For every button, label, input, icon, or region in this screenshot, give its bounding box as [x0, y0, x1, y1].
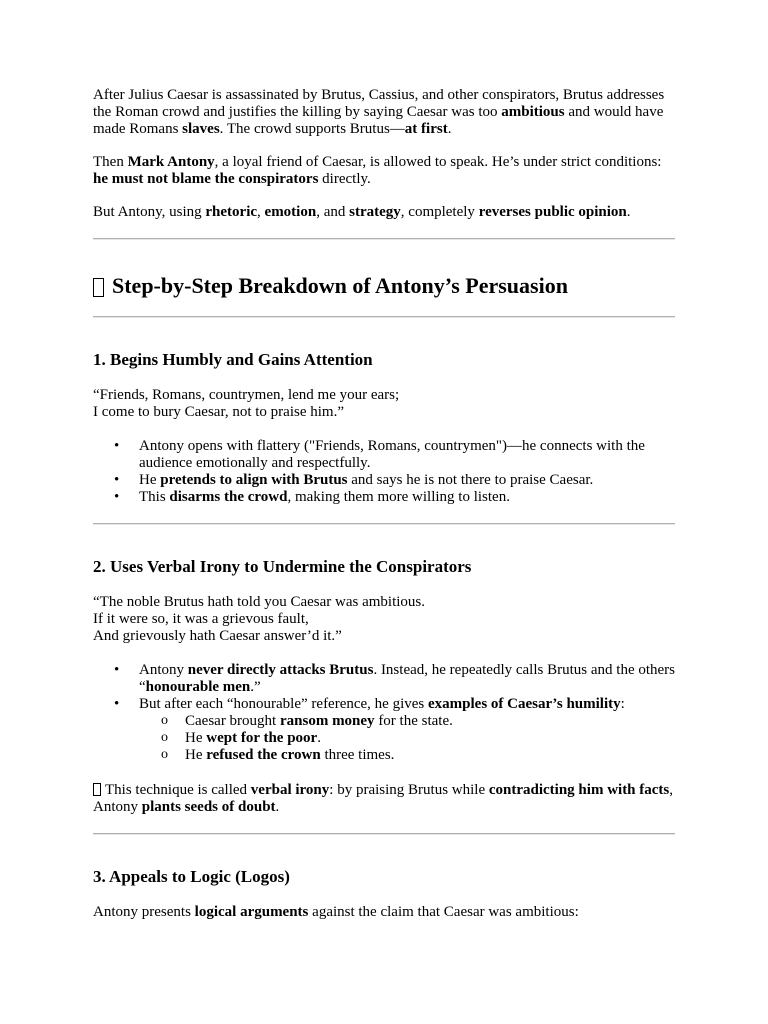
text-run: .	[317, 730, 321, 746]
text-run: .	[447, 121, 452, 137]
sub-list-item	[139, 730, 675, 747]
text-run: .	[626, 204, 631, 220]
text-run: three times.	[320, 747, 395, 763]
text-run: , making them more willing to listen.	[287, 489, 510, 505]
bold-text: pretends to align with Brutus	[160, 472, 348, 488]
missing-glyph-icon	[93, 278, 104, 297]
bold-text: wept for the poor	[206, 730, 318, 746]
list-item	[93, 696, 675, 764]
horizontal-rule	[93, 523, 675, 525]
text-run: Then	[93, 154, 128, 170]
list-item-text	[139, 696, 625, 712]
list-item	[93, 662, 675, 696]
bold-text: slaves	[182, 121, 220, 137]
section-heading-2: 2. Uses Verbal Irony to Undermine the Conspirators	[93, 557, 472, 576]
intro-paragraph-2	[93, 154, 675, 188]
bold-text: logical arguments	[194, 904, 309, 920]
sub-list-item	[139, 747, 675, 764]
sub-list	[139, 713, 675, 764]
text-run: , a loyal friend of Caesar, is allowed to speak. He’s under strict conditions:	[214, 154, 662, 170]
text-run: This	[139, 489, 170, 505]
bold-text: rhetoric	[205, 204, 258, 220]
horizontal-rule	[93, 238, 675, 240]
text-run: This technique is called	[105, 782, 251, 798]
quote-line: “Friends, Romans, countrymen, lend me your ears;	[93, 387, 400, 403]
text-run: Antony presents	[93, 904, 195, 920]
section-1-bullets	[93, 438, 675, 506]
bold-text: reverses public opinion	[478, 204, 627, 220]
text-run: . Instead, he repeatedly calls Brutus and the others “	[139, 662, 676, 695]
section-heading-1: 1. Begins Humbly and Gains Attention	[93, 350, 373, 369]
bold-text: Mark Antony	[127, 154, 215, 170]
intro-paragraph-3	[93, 204, 675, 221]
sub-list-item	[139, 713, 675, 730]
section-1-quote	[93, 387, 675, 421]
list-item	[93, 472, 675, 489]
bold-text: strategy	[349, 204, 401, 220]
quote-line: “The noble Brutus hath told you Caesar was ambitious.	[93, 594, 426, 610]
text-run: But Antony, using	[93, 204, 206, 220]
text-run: .	[275, 799, 280, 815]
bold-text: never directly attacks Brutus	[187, 662, 374, 678]
text-run: Caesar brought	[185, 713, 280, 729]
text-run: .”	[250, 679, 261, 695]
text-run: He	[185, 747, 207, 763]
text-run: He	[139, 472, 161, 488]
bold-text: he must not blame the conspirators	[93, 171, 319, 187]
text-run: Antony	[139, 662, 188, 678]
main-heading-text: Step-by-Step Breakdown of Antony’s Persuasion	[112, 273, 568, 298]
bold-text: honourable men	[145, 679, 251, 695]
bold-text: disarms the crowd	[169, 489, 288, 505]
text-run: , completely	[400, 204, 479, 220]
quote-line: If it were so, it was a grievous fault,	[93, 611, 309, 627]
text-run: He	[185, 730, 207, 746]
bold-text: examples of Caesar’s humility	[428, 696, 621, 712]
bold-text: ambitious	[501, 104, 565, 120]
text-run: directly.	[318, 171, 371, 187]
text-run: ,	[257, 204, 265, 220]
horizontal-rule	[93, 833, 675, 835]
missing-glyph-icon	[93, 783, 101, 796]
list-item	[93, 438, 675, 472]
bold-text: ransom money	[279, 713, 375, 729]
section-2-bullets	[93, 662, 675, 764]
text-run: Antony opens with flattery ("Friends, Romans, countrymen")—he connects with the audience emotionally and respectfully.	[139, 438, 645, 471]
bold-text: at first	[404, 121, 448, 137]
horizontal-rule	[93, 316, 675, 318]
text-run: and would have made Romans	[93, 104, 664, 137]
list-item	[93, 489, 675, 506]
bold-text: plants seeds of doubt	[141, 799, 276, 815]
verbal-irony-note	[93, 781, 675, 816]
bold-text: verbal irony	[250, 782, 330, 798]
text-run: After Julius Caesar is assassinated by Brutus, Cassius, and other conspirators, Brutus addresses the Roman crowd and justifies the killing by saying Caesar was too	[93, 87, 665, 120]
section-heading-3: 3. Appeals to Logic (Logos)	[93, 867, 290, 886]
note-text	[93, 782, 673, 815]
bold-text: refused the crown	[206, 747, 321, 763]
quote-line: I come to bury Caesar, not to praise him.”	[93, 404, 344, 420]
bold-text: emotion	[264, 204, 317, 220]
text-run: :	[620, 696, 625, 712]
intro-paragraph-1	[93, 87, 675, 138]
text-run: , Antony	[93, 782, 674, 815]
text-run: . The crowd supports Brutus—	[219, 121, 405, 137]
section-3-paragraph	[93, 904, 675, 921]
text-run: against the claim that Caesar was ambitious:	[308, 904, 579, 920]
main-heading	[93, 273, 675, 299]
bold-text: contradicting him with facts	[488, 782, 670, 798]
text-run: and says he is not there to praise Caesar.	[347, 472, 594, 488]
text-run: But after each “honourable” reference, he gives	[139, 696, 429, 712]
section-2-quote	[93, 594, 675, 645]
document-body	[93, 87, 675, 921]
quote-line: And grievously hath Caesar answer’d it.”	[93, 628, 342, 644]
text-run: , and	[316, 204, 350, 220]
text-run: for the state.	[374, 713, 453, 729]
text-run: : by praising Brutus while	[329, 782, 489, 798]
